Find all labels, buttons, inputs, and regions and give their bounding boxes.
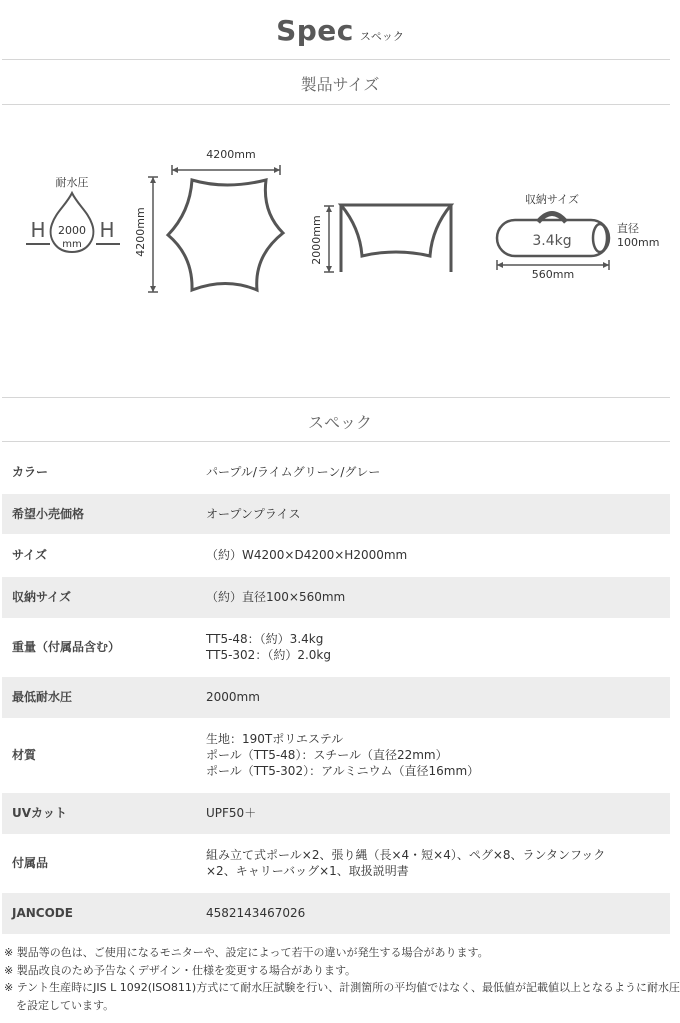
spec-value-line: TT5-48：（約）3.4kg — [206, 632, 324, 646]
divider — [2, 441, 670, 442]
divider — [2, 104, 670, 105]
spec-value-line: ×2、キャリーバッグ×1、取扱説明書 — [206, 864, 409, 878]
spec-value-line: TT5-302：（約）2.0kg — [206, 648, 331, 662]
spec-key: UVカット — [12, 806, 67, 820]
spec-value — [206, 493, 670, 534]
water-pressure-label: 耐水圧 — [55, 176, 89, 189]
storage-bag-figure — [497, 192, 659, 281]
section-title-spec: スペック — [307, 413, 372, 432]
top-depth-label: 4200mm — [134, 207, 147, 257]
table-row — [2, 834, 670, 892]
spec-value-line: （約）直径100×560mm — [206, 590, 346, 604]
spec-value-line: ポール（TT5-302）：アルミニウム（直径16mm） — [206, 764, 480, 778]
spec-key: 収納サイズ — [12, 590, 72, 604]
note-item: ※ 製品等の色は、ご使用になるモニターや、設定によって若干の違いが発生する場合があります。 — [4, 946, 489, 959]
divider — [2, 59, 670, 60]
size-diagram — [0, 130, 680, 320]
top-view-tarp-outline — [168, 180, 283, 290]
spec-table — [2, 452, 670, 935]
top-view-figure — [134, 148, 283, 292]
spec-value-line: 2000mm — [206, 690, 260, 704]
note-item: ※ 製品改良のため予告なくデザイン・仕様を変更する場合があります。 — [4, 963, 357, 977]
h-left-label: H — [30, 218, 46, 242]
spec-value — [206, 534, 670, 576]
spec-value-line: （約）W4200×D4200×H2000mm — [206, 548, 408, 562]
spec-value-line: UPF50＋ — [206, 806, 257, 820]
top-width-label: 4200mm — [206, 148, 256, 161]
divider — [2, 397, 670, 398]
bag-end-cap — [593, 224, 607, 252]
notes — [4, 944, 680, 1014]
spec-key: 重量（付属品含む） — [12, 640, 121, 654]
table-row — [2, 452, 670, 493]
h-right-label: H — [99, 218, 115, 242]
table-row — [2, 576, 670, 618]
bag-diameter-label: 直径 — [617, 222, 639, 235]
side-view-figure — [310, 204, 451, 272]
spec-value-line: 4582143467026 — [206, 906, 306, 920]
note-item: ※ テント生産時にJIS L 1092(ISO811)方式にて耐水圧試験を行い、計測箇所の平均値ではなく、最低値が記載値以上となるように耐水圧 — [4, 981, 680, 994]
spec-value — [206, 892, 670, 934]
water-pressure-value: 2000 — [58, 224, 86, 237]
bag-weight-label: 3.4kg — [532, 233, 572, 249]
table-row — [2, 618, 670, 676]
spec-key: 希望小売価格 — [12, 506, 85, 521]
spec-value-line: ポール（TT5-48）：スチール（直径22mm） — [206, 748, 448, 762]
spec-value-line: 生地：190Tポリエステル — [206, 732, 344, 746]
water-pressure-figure — [26, 175, 120, 252]
table-row — [2, 676, 670, 718]
spec-value-line: オープンプライス — [206, 506, 301, 521]
spec-key: 付属品 — [12, 856, 49, 870]
page-subtitle: スペック — [359, 30, 404, 43]
spec-value — [206, 452, 670, 493]
note-item: を設定しています。 — [16, 998, 115, 1012]
spec-header — [0, 14, 680, 47]
spec-value — [206, 718, 670, 792]
spec-key: 材質 — [12, 748, 37, 762]
table-row — [2, 493, 670, 534]
bag-size-label: 収納サイズ — [524, 193, 580, 206]
bag-diameter-value: 100mm — [617, 236, 660, 249]
spec-value — [206, 576, 670, 618]
table-row — [2, 892, 670, 934]
section-title-size: 製品サイズ — [300, 75, 380, 94]
spec-key: JANCODE — [12, 906, 73, 920]
water-pressure-unit: mm — [62, 239, 82, 250]
spec-value — [206, 618, 670, 676]
side-view-tarp-outline — [341, 205, 451, 256]
table-row — [2, 718, 670, 792]
spec-key: サイズ — [12, 548, 48, 562]
side-height-label: 2000mm — [310, 215, 323, 265]
spec-key: カラー — [12, 465, 49, 480]
spec-value — [206, 834, 670, 892]
bag-length-label: 560mm — [531, 268, 575, 281]
table-row — [2, 534, 670, 576]
spec-value-line: 組み立て式ポール×2、張り縄（長×4・短×4）、ペグ×8、ランタンフック — [206, 848, 606, 862]
page-title: Spec — [276, 14, 354, 47]
spec-value — [206, 792, 670, 834]
table-row — [2, 792, 670, 834]
spec-value-line: パープル/ライムグリーン/グレー — [206, 465, 381, 480]
spec-value — [206, 676, 670, 718]
spec-key: 最低耐水圧 — [12, 690, 73, 704]
